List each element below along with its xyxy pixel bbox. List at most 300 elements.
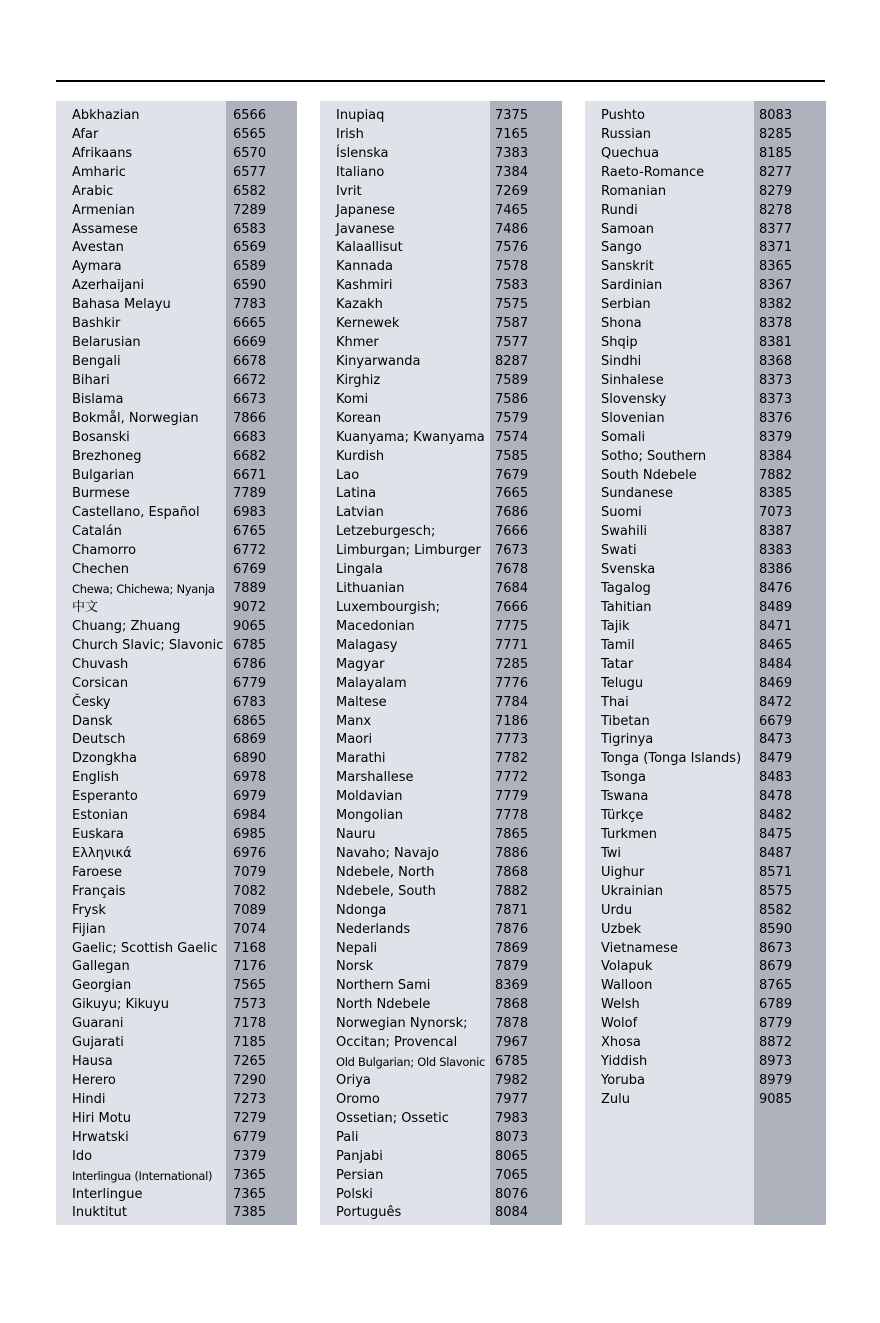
language-name: Belarusian [72, 335, 141, 351]
language-name: Ossetian; Ossetic [336, 1110, 449, 1126]
language-name: Corsican [72, 675, 129, 691]
language-name: Serbian [601, 297, 651, 313]
language-name: Chamorro [72, 543, 137, 559]
language-row [585, 996, 826, 1015]
language-name: Amharic [72, 164, 126, 180]
language-code: 8973 [759, 1054, 793, 1070]
language-code: 6786 [233, 656, 267, 672]
language-code: 6978 [233, 770, 267, 786]
language-row [320, 429, 562, 448]
language-name: Rundi [601, 202, 638, 218]
language-row [320, 750, 562, 769]
language-code: 7279 [233, 1110, 267, 1126]
language-code: 8376 [759, 410, 793, 426]
language-code: 6983 [233, 505, 267, 521]
language-row [320, 277, 562, 296]
language-code: 7178 [233, 1016, 267, 1032]
language-code: 8483 [759, 770, 793, 786]
language-name: Ndonga [336, 902, 387, 918]
language-row [56, 883, 297, 902]
language-row [320, 372, 562, 391]
language-row [585, 580, 826, 599]
language-name: Sotho; Southern [601, 448, 707, 464]
language-name: Thai [601, 694, 629, 710]
language-code: 6673 [233, 391, 267, 407]
language-row [320, 1167, 562, 1186]
language-code: 7579 [495, 410, 529, 426]
language-row [320, 126, 562, 145]
language-code: 6979 [233, 789, 267, 805]
language-code: 8472 [759, 694, 793, 710]
language-code: 7982 [495, 1073, 529, 1089]
language-row [56, 542, 297, 561]
language-code: 7089 [233, 902, 267, 918]
language-name: Shqip [601, 335, 638, 351]
language-row [585, 353, 826, 372]
language-name: Walloon [601, 978, 653, 994]
language-name: Ndebele, North [336, 864, 435, 880]
language-name: Oriya [336, 1073, 371, 1089]
language-code: 8571 [759, 864, 793, 880]
language-name: Magyar [336, 656, 385, 672]
language-name: Chewa; Chichewa; Nyanja [72, 582, 215, 597]
language-name: Kernewek [336, 316, 400, 332]
language-code: 8476 [759, 581, 793, 597]
language-row [56, 202, 297, 221]
language-row [320, 391, 562, 410]
language-name: Inuktitut [72, 1205, 127, 1221]
language-code: 7977 [495, 1091, 529, 1107]
language-row [56, 807, 297, 826]
language-code: 6785 [233, 637, 267, 653]
language-code: 7776 [495, 675, 529, 691]
language-row [320, 485, 562, 504]
language-code: 6785 [495, 1054, 529, 1070]
language-row [585, 921, 826, 940]
language-code: 7782 [495, 751, 529, 767]
language-row [320, 410, 562, 429]
language-row [320, 599, 562, 618]
language-code: 8779 [759, 1016, 793, 1032]
language-code: 8590 [759, 921, 793, 937]
language-row [585, 883, 826, 902]
language-code: 8489 [759, 599, 793, 615]
language-name: Mongolian [336, 808, 404, 824]
language-row [320, 561, 562, 580]
language-row [320, 258, 562, 277]
language-row [585, 164, 826, 183]
language-name: Twi [601, 845, 622, 861]
language-code: 7789 [233, 486, 267, 502]
language-name: Latvian [336, 505, 384, 521]
language-row [585, 977, 826, 996]
language-row [585, 391, 826, 410]
language-name: Hiri Motu [72, 1110, 131, 1126]
language-code: 7290 [233, 1073, 267, 1089]
language-name: Hrwatski [72, 1129, 129, 1145]
language-name: Lingala [336, 562, 383, 578]
language-name: Javanese [336, 221, 395, 237]
language-code: 6577 [233, 164, 267, 180]
language-row [585, 826, 826, 845]
language-name: Kuanyama; Kwanyama [336, 429, 485, 445]
language-code: 7486 [495, 221, 529, 237]
language-name: Sardinian [601, 278, 663, 294]
language-code: 6976 [233, 845, 267, 861]
language-row [320, 845, 562, 864]
language-code: 6679 [759, 713, 793, 729]
language-code: 7967 [495, 1035, 529, 1051]
language-code: 7775 [495, 618, 529, 634]
language-code: 7168 [233, 940, 267, 956]
language-row [585, 864, 826, 883]
language-code: 8471 [759, 618, 793, 634]
language-row [320, 694, 562, 713]
language-name: Türkçe [601, 808, 644, 824]
language-row [320, 467, 562, 486]
language-code: 6583 [233, 221, 267, 237]
language-code: 7784 [495, 694, 529, 710]
language-code: 7384 [495, 164, 529, 180]
language-code: 6779 [233, 675, 267, 691]
language-row [585, 845, 826, 864]
language-row [320, 239, 562, 258]
language-code: 7576 [495, 240, 529, 256]
language-row [56, 599, 297, 618]
language-name: Tonga (Tonga Islands) [601, 751, 742, 767]
language-name: Bashkir [72, 316, 121, 332]
language-row [320, 1072, 562, 1091]
language-row [320, 1091, 562, 1110]
language-name: Urdu [601, 902, 633, 918]
language-row [56, 448, 297, 467]
language-row [56, 826, 297, 845]
language-name: Afrikaans [72, 145, 133, 161]
language-code: 8385 [759, 486, 793, 502]
language-row [320, 864, 562, 883]
language-row [585, 1091, 826, 1110]
language-name: Chuvash [72, 656, 129, 672]
language-row [320, 504, 562, 523]
language-code: 6984 [233, 808, 267, 824]
language-code: 6985 [233, 827, 267, 843]
language-code: 7379 [233, 1148, 267, 1164]
language-name: Panjabi [336, 1148, 383, 1164]
language-row [320, 315, 562, 334]
language-name: Bulgarian [72, 467, 135, 483]
language-code: 6672 [233, 372, 267, 388]
language-row [56, 1110, 297, 1129]
language-row [56, 221, 297, 240]
language-name: Ukrainian [601, 883, 664, 899]
language-code: 8065 [495, 1148, 529, 1164]
language-name: Shona [601, 316, 642, 332]
language-name: Kazakh [336, 297, 383, 313]
language-name: Telugu [601, 675, 644, 691]
language-code: 6569 [233, 240, 267, 256]
language-name: Russian [601, 126, 652, 142]
language-code: 8377 [759, 221, 793, 237]
language-code: 8379 [759, 429, 793, 445]
language-code: 7665 [495, 486, 529, 502]
language-row [585, 277, 826, 296]
language-name: Herero [72, 1073, 116, 1089]
language-code: 7079 [233, 864, 267, 880]
language-row [56, 1091, 297, 1110]
language-row [56, 769, 297, 788]
language-name: Swati [601, 543, 637, 559]
language-row [585, 769, 826, 788]
language-code: 9085 [759, 1091, 793, 1107]
language-name: Church Slavic; Slavonic [72, 637, 224, 653]
language-row [56, 675, 297, 694]
language-code: 7868 [495, 864, 529, 880]
language-row [585, 107, 826, 126]
language-name: Avestan [72, 240, 124, 256]
language-name: Bihari [72, 372, 110, 388]
language-name: Manx [336, 713, 372, 729]
language-name: Letzeburgesch; [336, 524, 436, 540]
language-code: 7289 [233, 202, 267, 218]
language-row [56, 1129, 297, 1148]
language-name: Marshallese [336, 770, 414, 786]
language-code: 7673 [495, 543, 529, 559]
language-row [585, 561, 826, 580]
language-name: Northern Sami [336, 978, 431, 994]
language-row [56, 183, 297, 202]
language-name: Tigrinya [601, 732, 654, 748]
language-code: 7165 [495, 126, 529, 142]
language-name: Suomi [601, 505, 642, 521]
language-row [56, 126, 297, 145]
language-code: 6683 [233, 429, 267, 445]
language-name: Yoruba [601, 1073, 645, 1089]
language-name: English [72, 770, 119, 786]
language-row [56, 694, 297, 713]
language-name: Sango [601, 240, 642, 256]
language-code: 8278 [759, 202, 793, 218]
language-name: Malayalam [336, 675, 407, 691]
language-code: 8367 [759, 278, 793, 294]
language-code: 7678 [495, 562, 529, 578]
language-code: 7185 [233, 1035, 267, 1051]
language-code: 6589 [233, 259, 267, 275]
language-name: Interlingue [72, 1186, 143, 1202]
language-row [56, 845, 297, 864]
language-code: 7772 [495, 770, 529, 786]
language-name: Macedonian [336, 618, 415, 634]
language-row [585, 239, 826, 258]
language-code: 8368 [759, 353, 793, 369]
language-row [585, 410, 826, 429]
language-row [320, 296, 562, 315]
language-list [585, 107, 826, 1110]
language-code: 8371 [759, 240, 793, 256]
language-name: Frysk [72, 902, 106, 918]
language-row [320, 202, 562, 221]
language-row [56, 977, 297, 996]
language-name: Navaho; Navajo [336, 845, 439, 861]
language-name: Malagasy [336, 637, 398, 653]
language-code: 7365 [233, 1186, 267, 1202]
language-name: Komi [336, 391, 369, 407]
language-row [56, 958, 297, 977]
language-name: Bislama [72, 391, 124, 407]
language-name: Limburgan; Limburger [336, 543, 481, 559]
language-name: Marathi [336, 751, 386, 767]
language-row [320, 580, 562, 599]
language-code: 8185 [759, 145, 793, 161]
language-name: Lao [336, 467, 360, 483]
language-row [56, 467, 297, 486]
language-name: North Ndebele [336, 997, 431, 1013]
language-name: Gikuyu; Kikuyu [72, 997, 169, 1013]
language-list [56, 107, 297, 1223]
language-row [56, 164, 297, 183]
language-code: 7074 [233, 921, 267, 937]
language-code: 8084 [495, 1205, 529, 1221]
language-code: 7866 [233, 410, 267, 426]
language-code: 7771 [495, 637, 529, 653]
language-name: Polski [336, 1186, 373, 1202]
language-row [56, 1167, 297, 1186]
language-code: 8277 [759, 164, 793, 180]
language-row [585, 296, 826, 315]
language-code: 7983 [495, 1110, 529, 1126]
language-row [320, 1129, 562, 1148]
language-row [585, 372, 826, 391]
language-name: Sinhalese [601, 372, 664, 388]
language-row [585, 618, 826, 637]
language-code: 7589 [495, 372, 529, 388]
language-row [320, 675, 562, 694]
language-name: Kalaallisut [336, 240, 403, 256]
language-row [585, 485, 826, 504]
language-row [585, 599, 826, 618]
language-name: Tsonga [601, 770, 646, 786]
language-code: 6772 [233, 543, 267, 559]
language-row [320, 183, 562, 202]
language-name: Íslenska [336, 145, 389, 161]
language-row [56, 921, 297, 940]
language-row [56, 353, 297, 372]
language-name: Estonian [72, 808, 129, 824]
language-code: 8473 [759, 732, 793, 748]
language-name: Kurdish [336, 448, 385, 464]
language-code: 7666 [495, 599, 529, 615]
language-code: 8384 [759, 448, 793, 464]
language-name: Kirghiz [336, 372, 381, 388]
language-row [320, 883, 562, 902]
language-code: 7065 [495, 1167, 529, 1183]
language-code: 7868 [495, 997, 529, 1013]
language-row [56, 731, 297, 750]
language-row [320, 637, 562, 656]
language-name: Maltese [336, 694, 387, 710]
header-rule [56, 80, 825, 82]
language-name: Uighur [601, 864, 645, 880]
language-code: 6582 [233, 183, 267, 199]
language-row [585, 221, 826, 240]
language-row [585, 202, 826, 221]
language-code: 8373 [759, 372, 793, 388]
language-name: Maori [336, 732, 373, 748]
language-name: Sanskrit [601, 259, 654, 275]
language-name: Tatar [601, 656, 634, 672]
language-row [56, 145, 297, 164]
language-row [585, 258, 826, 277]
language-code: 7869 [495, 940, 529, 956]
language-name: Persian [336, 1167, 384, 1183]
language-code: 6865 [233, 713, 267, 729]
language-column-2 [320, 101, 562, 1225]
language-name: Euskara [72, 827, 124, 843]
language-code: 8378 [759, 316, 793, 332]
language-name: Fijian [72, 921, 106, 937]
language-row [320, 353, 562, 372]
language-code: 7778 [495, 808, 529, 824]
language-code: 8365 [759, 259, 793, 275]
language-row [585, 334, 826, 353]
language-code: 8383 [759, 543, 793, 559]
language-name: Bengali [72, 353, 121, 369]
language-code: 9072 [233, 599, 267, 615]
language-row [585, 1015, 826, 1034]
language-code: 7082 [233, 883, 267, 899]
language-row [56, 788, 297, 807]
language-name: Ido [72, 1148, 93, 1164]
language-code: 6678 [233, 353, 267, 369]
language-name: Wolof [601, 1016, 638, 1032]
language-row [585, 902, 826, 921]
language-name: Pushto [601, 108, 645, 123]
language-name: Old Bulgarian; Old Slavonic [336, 1055, 486, 1070]
language-code: 8076 [495, 1186, 529, 1202]
language-code: 7265 [233, 1054, 267, 1070]
language-row [320, 1015, 562, 1034]
language-name: Bokmål, Norwegian [72, 410, 199, 426]
language-code: 7686 [495, 505, 529, 521]
language-row [585, 940, 826, 959]
language-row [320, 618, 562, 637]
language-code: 7176 [233, 959, 267, 975]
language-row [56, 523, 297, 542]
language-row [56, 239, 297, 258]
language-name: Somali [601, 429, 646, 445]
language-name: Brezhoneg [72, 448, 142, 464]
language-name: Quechua [601, 145, 660, 161]
language-code: 8478 [759, 789, 793, 805]
language-row [585, 523, 826, 542]
language-name: Ivrit [336, 183, 362, 199]
language-name: Latina [336, 486, 377, 502]
language-row [320, 958, 562, 977]
language-row [56, 1186, 297, 1205]
language-row [56, 637, 297, 656]
language-row [585, 145, 826, 164]
language-code: 6570 [233, 145, 267, 161]
language-row [56, 258, 297, 277]
language-code: 7878 [495, 1016, 529, 1032]
language-code: 6779 [233, 1129, 267, 1145]
language-row [56, 372, 297, 391]
language-name: Tajik [601, 618, 630, 634]
language-name: Česky [72, 694, 111, 710]
language-row [320, 996, 562, 1015]
language-row [320, 523, 562, 542]
language-name: South Ndebele [601, 467, 697, 483]
language-name: Ελληνικά [72, 845, 132, 861]
